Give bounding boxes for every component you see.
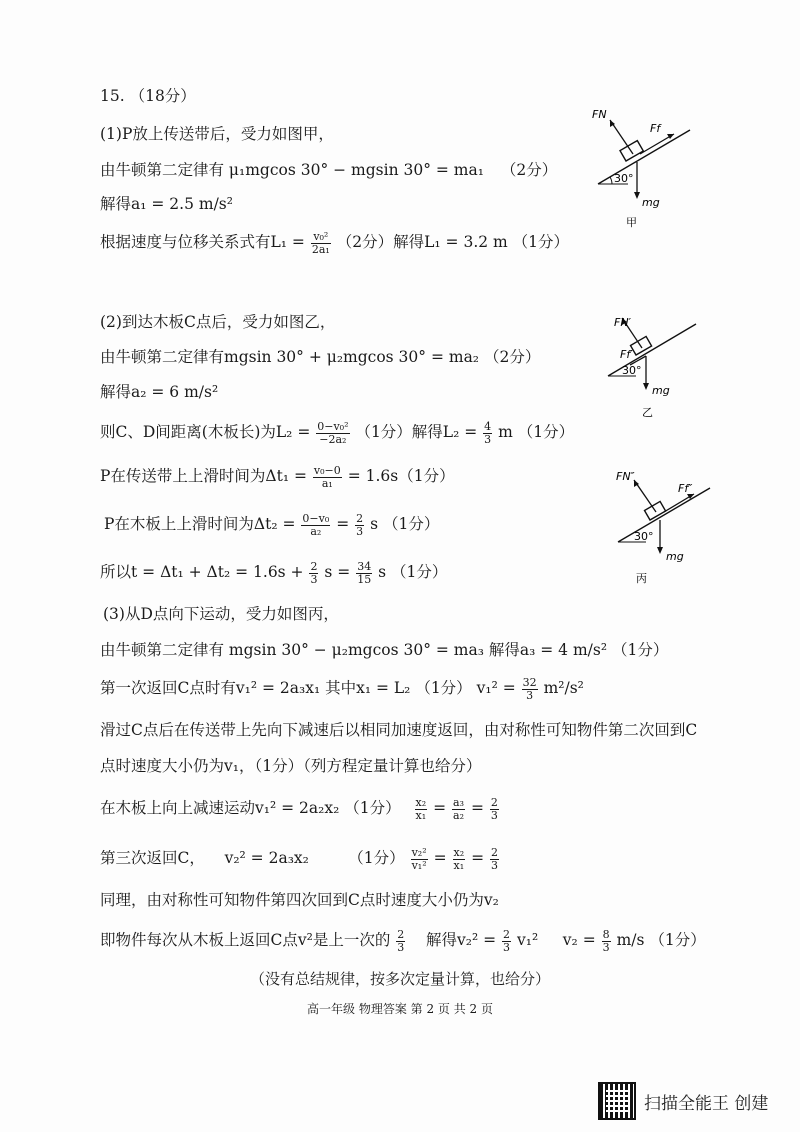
fraction-num: 0−v₀² <box>317 419 349 433</box>
part3-line6-a: 在木板上向上减速运动v₁² = 2a₂x₂ （1分） <box>100 799 401 817</box>
part3-line3 <box>100 676 584 702</box>
fraction <box>396 929 405 954</box>
fraction-num: 2 <box>397 927 405 941</box>
force-diagram-c-svg <box>610 466 720 591</box>
figure-caption: 甲 <box>626 216 637 229</box>
fraction-num: x₂ <box>415 795 427 809</box>
fraction-den: 3 <box>397 940 405 954</box>
incline-line <box>598 130 690 184</box>
part2-line7 <box>100 560 447 586</box>
qr-code-icon <box>598 1082 636 1120</box>
angle-arc <box>610 177 612 184</box>
force-diagram-a <box>588 102 708 232</box>
fraction <box>490 847 499 872</box>
force-diagram-b-svg <box>600 306 710 426</box>
fraction <box>483 421 492 446</box>
part2-line3: 解得a₂ = 6 m/s² <box>100 383 219 401</box>
fraction-den: a₂ <box>310 524 322 538</box>
fraction <box>502 929 511 954</box>
part2-line4 <box>100 420 574 446</box>
figure-caption: 乙 <box>642 406 653 419</box>
part1-line1: (1)P放上传送带后，受力如图甲， <box>100 125 334 143</box>
part2-line5 <box>100 464 455 490</box>
part1-line4-a: 根据速度与位移关系式有L₁ = <box>100 233 305 251</box>
fraction-den: 15 <box>357 572 372 586</box>
part2-line6 <box>104 512 439 538</box>
part1-line4-b: （2分）解得L₁ = 3.2 m （1分） <box>336 233 570 251</box>
part3-line9-c: v₁² v₂ = <box>516 931 596 949</box>
part1-line2-eq: 由牛顿第二定律有 μ₁mgcos 30° − mgsin 30° = ma₁ <box>100 161 484 179</box>
fraction <box>411 847 428 872</box>
fraction-num: x₂ <box>453 845 465 859</box>
part2-line4-a: 则C、D间距离(木板长)为L₂ = <box>100 423 311 441</box>
part3-line4: 滑过C点后在传送带上先向下减速后以相同加速度返回，由对称性可知物件第二次回到C <box>100 721 698 739</box>
fraction <box>301 513 330 538</box>
fraction-den: −2a₂ <box>319 432 347 446</box>
gravity-arrowhead <box>634 192 640 199</box>
part2-line6-c: s （1分） <box>370 515 440 533</box>
part2-line1: (2)到达木板C点后，受力如图乙， <box>100 313 336 331</box>
part3-line9-a: 即物件每次从木板上返回C点v²是上一次的 <box>100 931 391 949</box>
part3-line8: 同理，由对称性可知物件第四次回到C点时速度大小仍为v₂ <box>100 891 499 909</box>
fraction-num: 2 <box>490 795 498 809</box>
friction-label: Ff <box>650 122 661 135</box>
fraction-den: x₁ <box>415 808 427 822</box>
part3-line9-d: m/s （1分） <box>616 931 706 949</box>
fraction-num: 4 <box>484 419 492 433</box>
fraction <box>522 677 538 702</box>
equals: = <box>471 849 485 867</box>
fraction-num: 2 <box>356 511 364 525</box>
part2-line7-a: 所以t = Δt₁ + Δt₂ = 1.6s + <box>100 563 304 581</box>
part3-line3-a: 第一次返回C点时有v₁² = 2a₃x₁ 其中x₁ = L₂ （1分） v₁² = <box>100 679 516 697</box>
normal-force-label: FN″ <box>616 470 635 483</box>
equals: = <box>433 849 447 867</box>
part2-line6-b: = <box>336 515 350 533</box>
page-footer: 高一年级 物理答案 第 2 页 共 2 页 <box>307 1002 493 1016</box>
gravity-label: mg <box>652 384 670 397</box>
part2-line7-c: s （1分） <box>378 563 448 581</box>
part3-line7-a: 第三次返回C， v₂² = 2a₃x₂ （1分） <box>100 849 405 867</box>
part3-line7 <box>100 846 500 872</box>
block <box>620 141 643 161</box>
fraction-num: v₀² <box>311 231 331 244</box>
part3-line1: (3)从D点向下运动，受力如图丙， <box>103 605 339 623</box>
friction-label: Ff″ <box>678 482 693 495</box>
force-diagram-b <box>600 306 710 426</box>
fraction-den: 3 <box>490 808 498 822</box>
fraction-num: a₃ <box>453 795 464 809</box>
part2-line4-b: （1分）解得L₂ = <box>355 423 478 441</box>
fraction <box>313 465 342 490</box>
fraction-den: 3 <box>310 572 318 586</box>
fraction <box>356 561 372 586</box>
part3-line9 <box>100 928 706 954</box>
fraction-num: 8 <box>602 927 610 941</box>
angle-label: 30° <box>622 364 642 377</box>
angle-label: 30° <box>634 530 654 543</box>
fraction-den: 3 <box>491 858 499 872</box>
fraction-num: 2 <box>491 845 499 859</box>
fraction <box>452 797 465 822</box>
part3-line2: 由牛顿第二定律有 mgsin 30° − μ₂mgcos 30° = ma₃ 解得a₃ = 4 m/s² （1分） <box>100 641 669 659</box>
part1-line3: 解得a₁ = 2.5 m/s² <box>100 195 233 213</box>
normal-force-label: FN′ <box>614 316 632 329</box>
scanner-watermark <box>598 1082 768 1120</box>
part1-line2 <box>100 158 557 182</box>
question-header: 15. （18分） <box>100 87 196 105</box>
fraction-num: 2 <box>503 927 511 941</box>
normal-force-arrow <box>610 120 633 154</box>
fraction-num: 0−v₀ <box>302 511 330 525</box>
fraction-num: v₀−0 <box>313 463 341 477</box>
fraction-num: 2 <box>310 559 318 573</box>
gravity-arrowhead <box>643 383 649 390</box>
fraction <box>309 561 318 586</box>
gravity-label: mg <box>666 550 684 563</box>
part2-line2: 由牛顿第二定律有mgsin 30° + μ₂mgcos 30° = ma₂ （2分） <box>100 348 541 366</box>
fraction-den: 2a₁ <box>311 242 330 256</box>
part2-line7-b: s = <box>324 563 351 581</box>
part3-line9-b: 解得v₂² = <box>411 931 497 949</box>
gravity-label: mg <box>642 196 660 209</box>
part2-line5-b: = 1.6s（1分） <box>347 467 455 485</box>
fraction-den: a₁ <box>321 476 333 490</box>
fraction-den: a₂ <box>453 808 464 822</box>
scanner-text: 扫描全能王 创建 <box>644 1093 769 1114</box>
gravity-arrowhead <box>657 547 663 554</box>
fraction-num: v₂² <box>411 845 427 859</box>
fraction-den: 3 <box>526 688 534 702</box>
fraction-den: 3 <box>356 524 364 538</box>
fraction-num: 34 <box>357 559 372 573</box>
part2-line4-c: m （1分） <box>498 423 575 441</box>
part1-line2-score: （2分） <box>500 161 558 179</box>
fraction <box>602 929 611 954</box>
fraction-den: x₁ <box>453 858 465 872</box>
part2-line5-a: P在传送带上上滑时间为Δt₁ = <box>100 467 307 485</box>
fraction-num: 32 <box>522 675 537 689</box>
part1-line4 <box>100 230 569 256</box>
fraction <box>415 797 428 822</box>
fraction <box>316 421 349 446</box>
fraction-den: v₁² <box>411 858 427 872</box>
part3-line3-b: m²/s² <box>543 679 584 697</box>
fraction-den: 3 <box>503 940 511 954</box>
part3-line5: 点时速度大小仍为v₁，（1分）（列方程定量计算也给分） <box>100 757 482 775</box>
part2-line6-a: P在木板上上滑时间为Δt₂ = <box>104 515 296 533</box>
grading-note: （没有总结规律，按多次定量计算，也给分） <box>249 970 550 988</box>
part3-line6 <box>100 796 500 822</box>
fraction <box>490 797 499 822</box>
normal-force-label: FN <box>592 108 607 121</box>
incline-line <box>618 488 710 542</box>
friction-label: Ff′ <box>620 348 633 361</box>
fraction-den: 3 <box>602 940 610 954</box>
fraction-den: 3 <box>484 432 492 446</box>
equals: = <box>470 799 484 817</box>
force-diagram-c <box>610 466 720 591</box>
fraction <box>355 513 364 538</box>
equals: = <box>433 799 447 817</box>
force-diagram-a-svg <box>588 102 708 232</box>
fraction <box>453 847 466 872</box>
fraction <box>311 231 331 256</box>
angle-label: 30° <box>614 172 634 185</box>
figure-caption: 丙 <box>636 572 647 585</box>
